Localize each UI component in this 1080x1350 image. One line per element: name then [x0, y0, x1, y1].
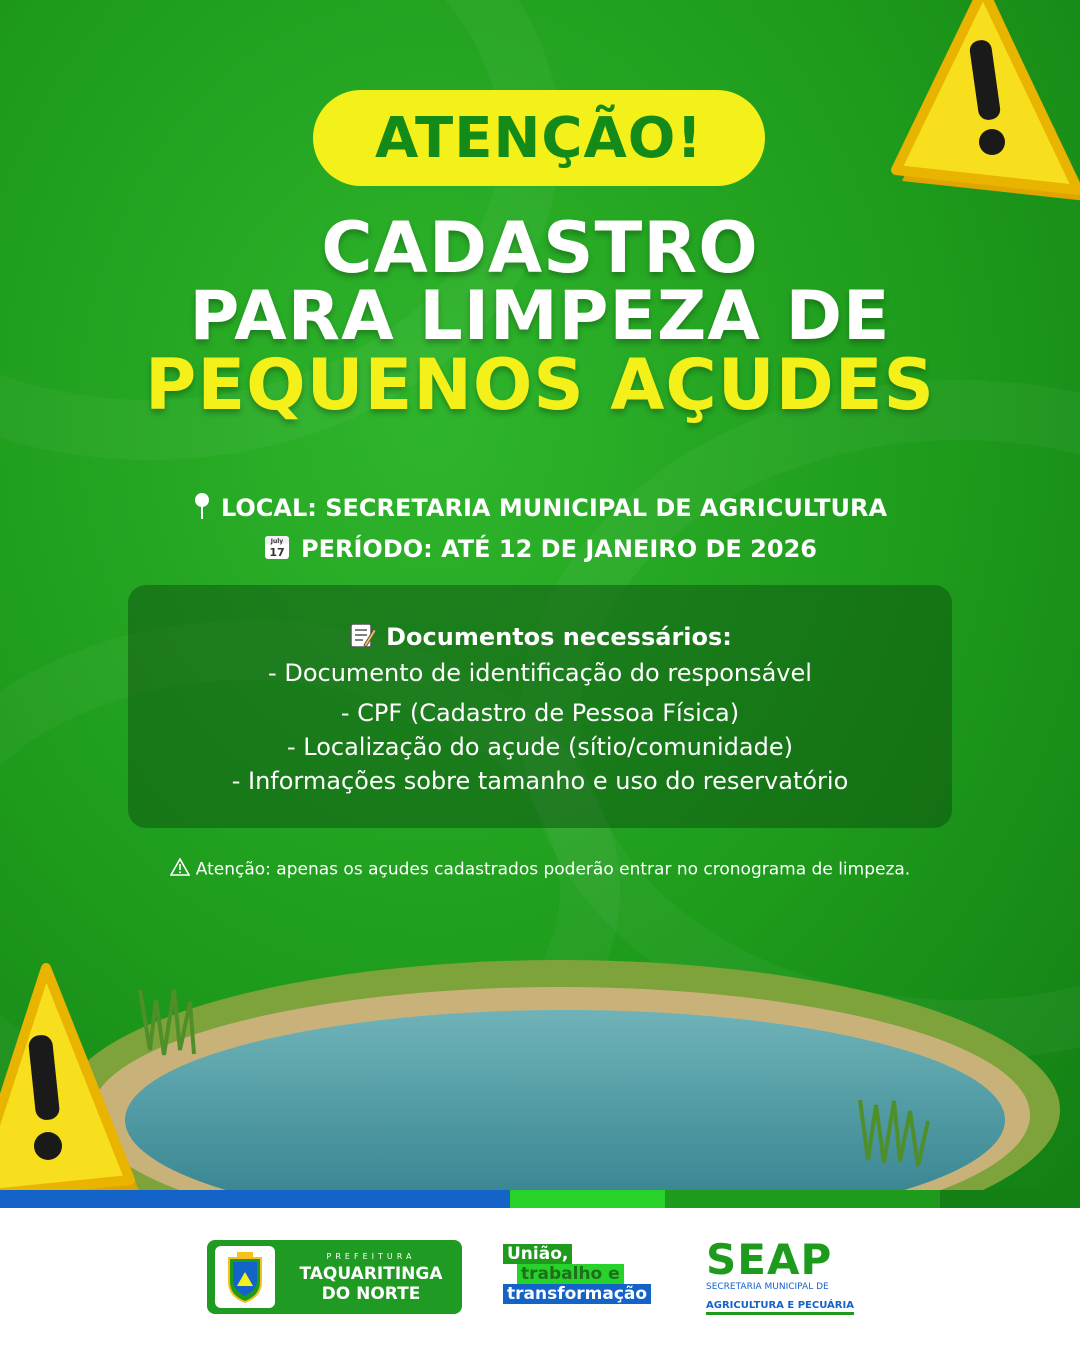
document-item: - CPF (Cadastro de Pessoa Física) [340, 699, 740, 727]
period-info [0, 533, 1080, 567]
footer-stripe-dark-green [940, 1190, 1080, 1208]
slogan-line-3: transformação [503, 1284, 651, 1304]
title-line-3: PEQUENOS AÇUDES [145, 344, 935, 426]
title-line-1: CADASTRO [321, 207, 759, 289]
documents-heading-row [128, 621, 952, 655]
seap-subtitle-line-1: SECRETARIA MUNICIPAL DE [706, 1282, 829, 1292]
document-item: - Localização do açude (sítio/comunidade) [286, 733, 793, 761]
calendar-icon [263, 533, 291, 567]
seap-subtitle-line-2: AGRICULTURA E PECUÁRIA [706, 1300, 854, 1315]
footer-stripe-green [665, 1190, 945, 1208]
local-info [0, 492, 1080, 526]
attention-note [0, 858, 1080, 881]
prefeitura-label: PREFEITURA [326, 1252, 416, 1261]
city-name [283, 1264, 459, 1304]
attention-note-text: Atenção: apenas os açudes cadastrados poderão entrar no cronograma de limpeza. [195, 859, 911, 880]
slogan-line-2: trabalho e [517, 1264, 624, 1284]
slogan-line-1: União, [503, 1244, 572, 1264]
pond-illustration [0, 950, 1080, 1195]
calendar-month: July [270, 538, 284, 545]
title-line-2: PARA LIMPEZA DE [189, 277, 891, 356]
warning-sign-icon [888, 0, 1080, 220]
attention-badge: ATENÇÃO! [313, 90, 765, 186]
documents-heading: Documentos necessários: [386, 623, 732, 651]
document-item: - Documento de identificação do responsável [268, 659, 812, 687]
local-text: LOCAL: SECRETARIA MUNICIPAL DE AGRICULTURA [220, 494, 888, 522]
pin-icon [193, 492, 211, 526]
seap-title: SEAP [706, 1235, 833, 1284]
city-name-line-2: DO NORTE [321, 1284, 421, 1304]
footer-stripe-light-green [510, 1190, 670, 1208]
period-text: PERÍODO: ATÉ 12 DE JANEIRO DE 2026 [301, 535, 817, 563]
city-crest-icon [215, 1246, 275, 1308]
warning-icon [170, 858, 190, 881]
prefeitura-logo [207, 1240, 462, 1314]
city-name-line-1: TAQUARITINGA [299, 1264, 443, 1284]
documents-box [128, 585, 952, 828]
calendar-day: 17 [269, 546, 285, 559]
slogan-logo [503, 1244, 673, 1304]
document-item: - Informações sobre tamanho e uso do reservatório [231, 767, 849, 795]
seap-logo [706, 1235, 886, 1315]
footer-stripe-blue [0, 1190, 515, 1208]
memo-icon [348, 621, 376, 655]
warning-sign-icon [0, 950, 150, 1195]
